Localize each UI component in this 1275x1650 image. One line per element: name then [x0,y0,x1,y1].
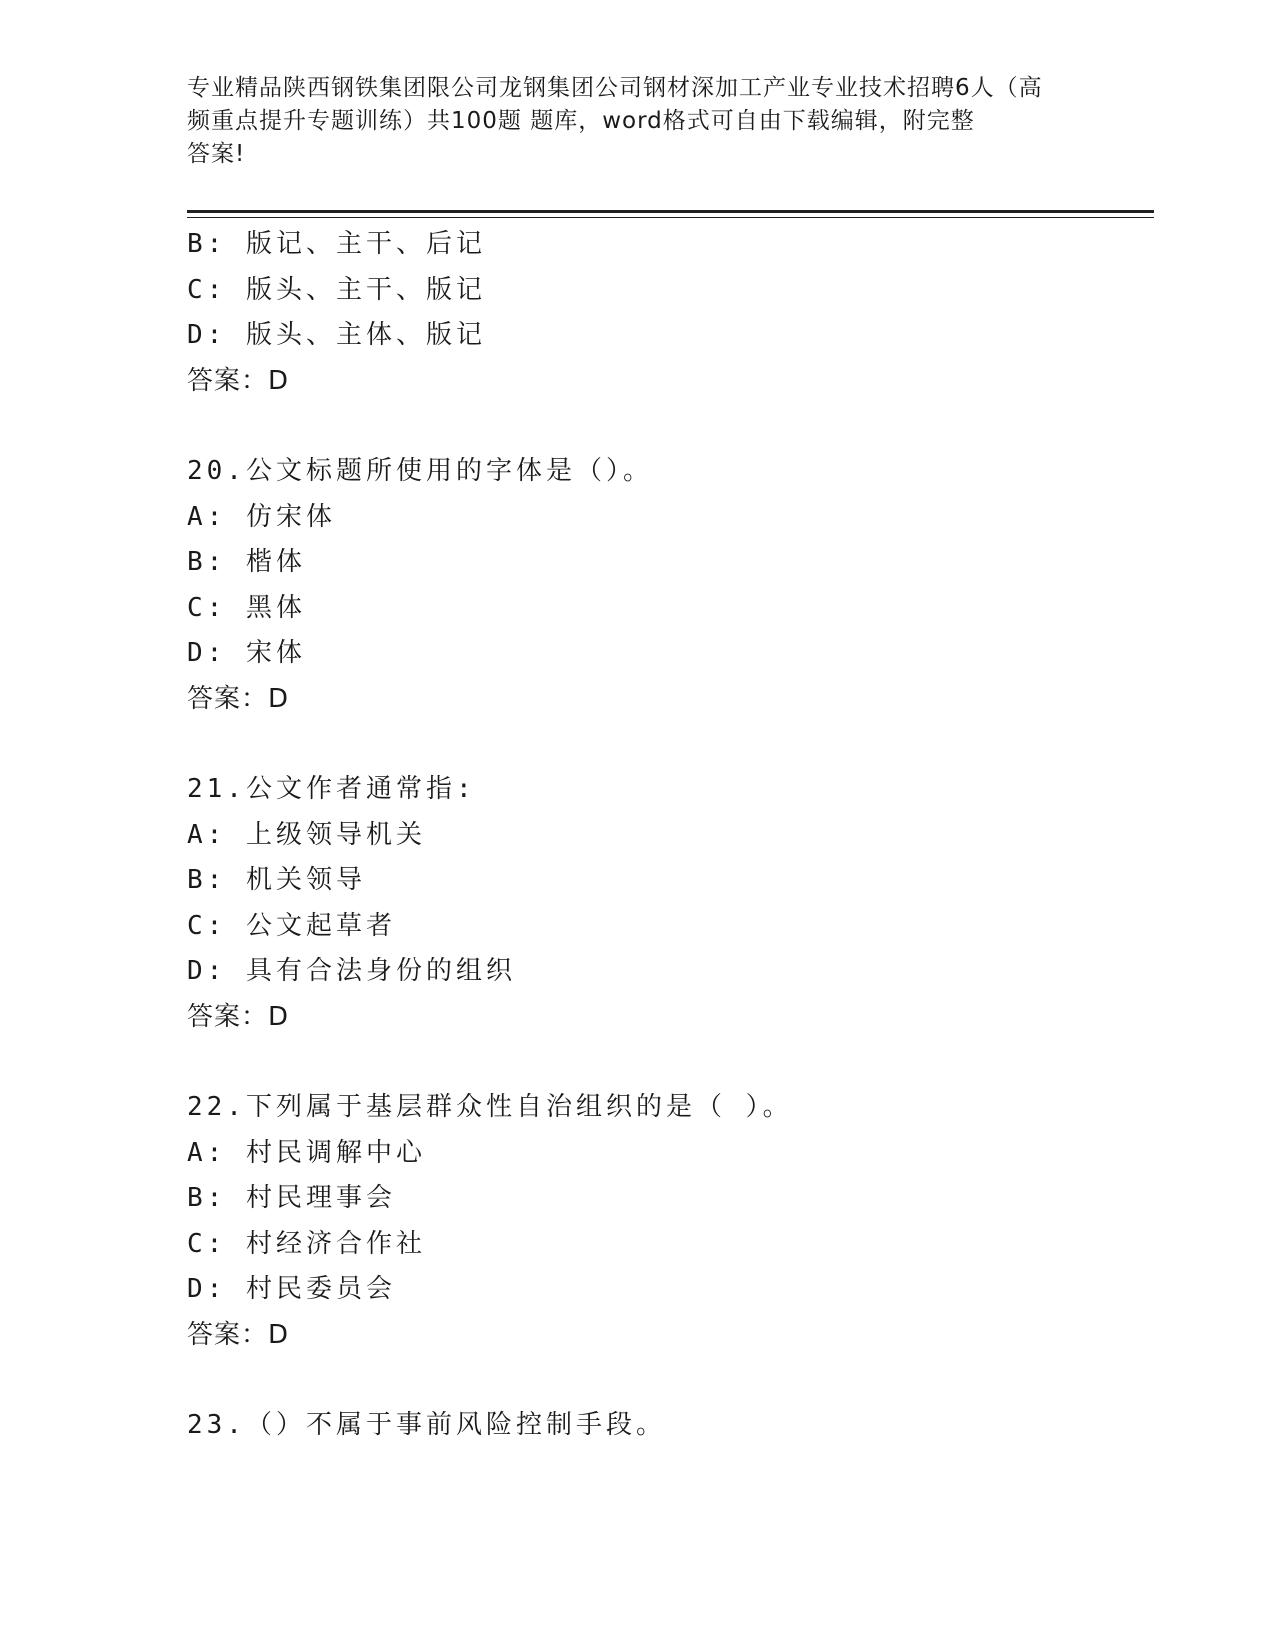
option-a: A: 上级领导机关 [187,819,426,850]
option-d: D: 具有合法身份的组织 [187,956,516,986]
header-divider [187,210,1154,218]
spacer [187,404,1147,449]
question-stem: 22.下列属于基层群众性自治组织的是（ ）。 [187,1092,793,1122]
header-line-1: 专业精品陕西钢铁集团限公司龙钢集团公司钢材深加工产业专业技术招聘6人（高 [187,75,1043,101]
option-b: B: 机关领导 [187,865,366,895]
question-stem: 20.公文标题所使用的字体是（）。 [187,456,653,486]
option-a: A: 村民调解中心 [187,1137,426,1168]
answer-line: 答案：D [187,1001,290,1032]
option-d: D: 村民委员会 [187,1274,396,1304]
spacer [187,722,1147,767]
header-line-3: 答案! [187,141,246,167]
question-stem: 21.公文作者通常指: [187,774,476,804]
option-b: B: 楷体 [187,547,306,577]
option-d: D: 宋体 [187,638,306,668]
option-b: B: 版记、主干、后记 [187,229,486,259]
option-c: C: 黑体 [187,592,306,623]
question-23 [187,1403,1147,1449]
option-a: A: 仿宋体 [187,501,336,532]
header-line-2: 频重点提升专题训练）共100题 题库，word格式可自由下载编辑，附完整 [187,108,975,134]
option-b: B: 村民理事会 [187,1183,396,1213]
option-d: D: 版头、主体、版记 [187,320,486,350]
answer-line: 答案：D [187,683,290,714]
question-stem: 23.（）不属于事前风险控制手段。 [187,1410,666,1440]
option-c: C: 版头、主干、版记 [187,274,486,305]
question-21 [187,767,1147,1040]
document-header [187,72,1087,171]
spacer [187,1040,1147,1085]
answer-line: 答案：D [187,365,290,396]
option-c: C: 公文起草者 [187,910,396,941]
question-list [187,222,1147,1449]
spacer [187,1358,1147,1403]
question-19-tail [187,222,1147,404]
question-22 [187,1085,1147,1358]
question-20 [187,449,1147,722]
option-c: C: 村经济合作社 [187,1228,426,1259]
answer-line: 答案：D [187,1319,290,1350]
